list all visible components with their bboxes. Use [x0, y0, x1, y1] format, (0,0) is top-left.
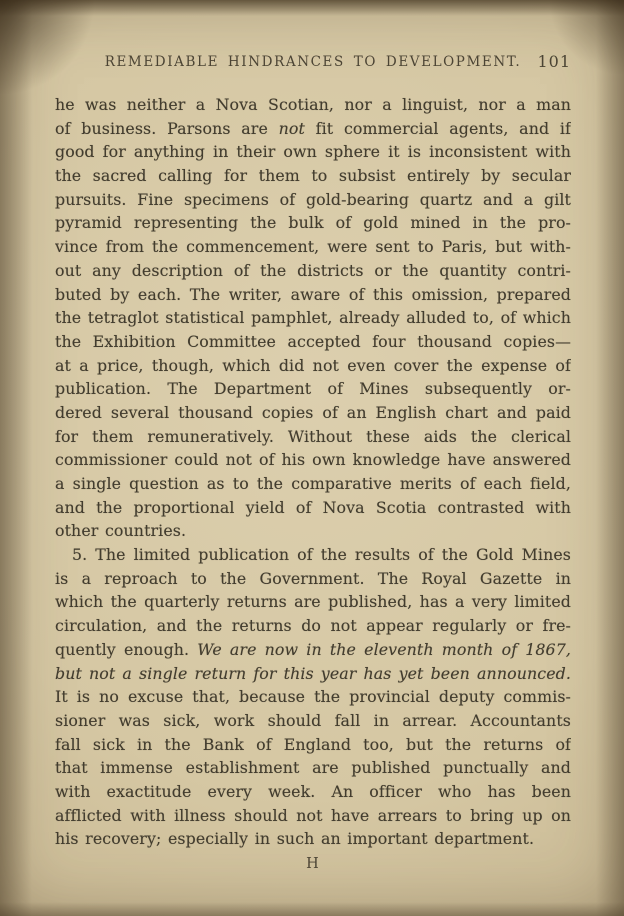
- text-line: [55, 164, 571, 188]
- text-line: [55, 188, 571, 212]
- text-segment: buted by each. The writer, aware of this omission, prepared: [55, 284, 571, 304]
- text-segment: of business. Parsons are: [55, 118, 279, 138]
- page-content: [55, 54, 571, 872]
- text-segment: he was neither a Nova Scotian, nor a linguist, nor a man: [55, 95, 571, 114]
- text-segment: a single question as to the comparative merits of each field,: [55, 474, 571, 493]
- signature-mark: H: [306, 856, 320, 872]
- text-line: [55, 733, 571, 757]
- text-line: [55, 590, 571, 614]
- text-segment: at a price, though, which did not even cover the expense of: [55, 355, 571, 375]
- text-line: [55, 401, 571, 425]
- text-line: [55, 685, 571, 709]
- text-line: [55, 283, 571, 307]
- page-header: [55, 54, 571, 70]
- text-line: [55, 614, 571, 638]
- text-segment: the tetraglot statistical pamphlet, already alluded to, of which: [55, 308, 571, 328]
- text-line: [55, 306, 571, 330]
- text-line: [55, 662, 571, 686]
- text-line: [55, 377, 571, 401]
- text-line: [55, 140, 571, 164]
- text-segment: his recovery; especially in such an important department.: [55, 829, 535, 849]
- text-segment: circulation, and the returns do not appear regularly or fre-: [55, 616, 571, 636]
- italic-text: We are now in the eleventh month of 1867,: [197, 639, 571, 659]
- text-segment: other countries.: [55, 521, 187, 541]
- text-line: [55, 354, 571, 378]
- text-line: [55, 425, 571, 449]
- text-line: [55, 117, 571, 141]
- text-segment: publication. The Department of Mines subsequently or-: [55, 379, 571, 399]
- text-segment: vince from the commencement, were sent to Paris, but with-: [55, 237, 571, 257]
- text-line: [55, 259, 571, 283]
- text-line: [55, 93, 571, 117]
- text-line: [55, 211, 571, 235]
- text-line: [55, 780, 571, 804]
- text-line: [55, 472, 571, 496]
- page-number: 101: [537, 52, 571, 71]
- text-line: [55, 567, 571, 591]
- text-line: [55, 709, 571, 733]
- text-line: [55, 496, 571, 520]
- text-segment: pyramid representing the bulk of gold mined in the pro-: [55, 213, 571, 233]
- text-segment: commissioner could not of his own knowledge have answered: [55, 450, 571, 470]
- text-line: [55, 235, 571, 259]
- text-segment: which the quarterly returns are published, has a very limited: [55, 592, 571, 612]
- paragraph: [55, 543, 571, 851]
- italic-text: but not a single return for this year has yet been announced.: [55, 663, 571, 683]
- text-segment: sioner was sick, work should fall in arrear. Accountants: [55, 710, 571, 730]
- text-segment: with exactitude every week. An officer who has been: [55, 781, 571, 801]
- page-footer: [55, 856, 571, 872]
- text-segment: fit commercial agents, and if: [304, 118, 571, 138]
- running-title: REMEDIABLE HINDRANCES TO DEVELOPMENT.: [104, 54, 522, 70]
- text-line: [55, 448, 571, 472]
- text-segment: for them remuneratively. Without these aids the clerical: [55, 426, 571, 446]
- italic-text: not: [278, 118, 305, 138]
- text-segment: the sacred calling for them to subsist entirely by secular: [55, 166, 571, 186]
- text-segment: quently enough.: [55, 639, 198, 659]
- text-line: [55, 756, 571, 780]
- text-segment: dered several thousand copies of an English chart and paid: [55, 402, 571, 422]
- text-line: [55, 519, 571, 543]
- text-segment: the Exhibition Committee accepted four thousand copies—: [55, 331, 571, 351]
- text-segment: fall sick in the Bank of England too, but the returns of: [55, 734, 571, 754]
- text-line: [55, 638, 571, 662]
- text-segment: 5. The limited publication of the results of the Gold Mines: [72, 545, 571, 565]
- text-segment: that immense establishment are published punctually and: [55, 758, 571, 778]
- text-segment: pursuits. Fine specimens of gold-bearing quartz and a gilt: [55, 189, 571, 209]
- text-line: [55, 827, 571, 851]
- text-segment: and the proportional yield of Nova Scotia contrasted with: [55, 497, 571, 517]
- text-line: [55, 804, 571, 828]
- text-line: [55, 330, 571, 354]
- text-line: [55, 543, 571, 567]
- text-segment: It is no excuse that, because the provincial deputy commis-: [55, 687, 571, 707]
- text-segment: is a reproach to the Government. The Royal Gazette in: [55, 568, 571, 588]
- text-segment: afflicted with illness should not have arrears to bring up on: [55, 805, 571, 825]
- text-segment: out any description of the districts or the quantity contri-: [55, 260, 571, 280]
- text-segment: good for anything in their own sphere it is inconsistent with: [55, 142, 571, 162]
- page-body: [55, 93, 571, 851]
- paragraph: [55, 93, 571, 543]
